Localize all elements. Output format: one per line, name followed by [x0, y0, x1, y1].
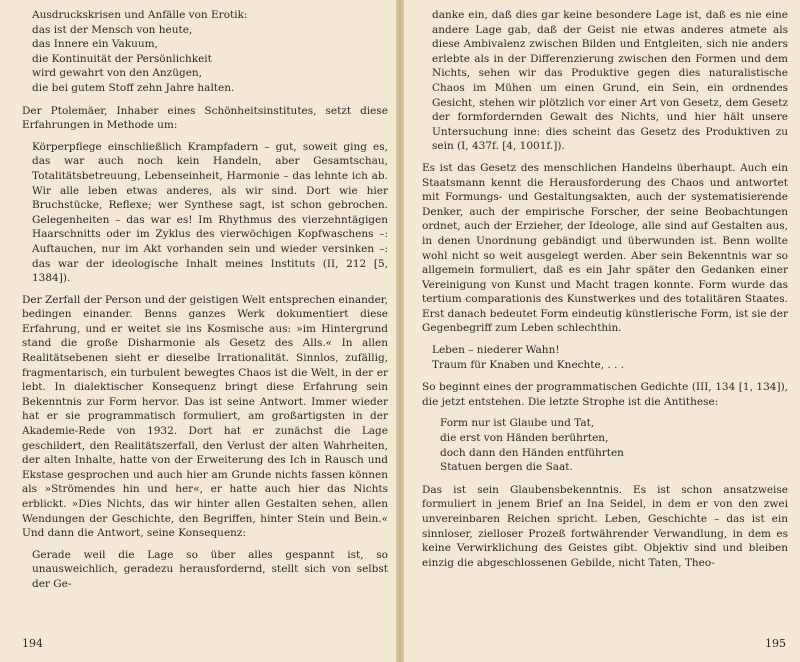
verse-line: die Kontinuität der Persönlichkeit	[32, 52, 212, 65]
paragraph: Der Zerfall der Person und der geistigen Welt entsprechen einander, bedingen einander. Benns ganzes Werk dokumentiert diese Erfahrung, und er weitet sie ins Kosmische aus: »im Hintergrund stand die große Disharmonie als Gesetz des Alls.« In allen Realitätsebenen sieht er dieselbe Irrationalität. Sinnlos, zufällig, fragmentarisch, ein turbulent bewegtes Chaos ist die Welt, in der er lebt. In dialektischer Konsequenz bringt diese Erfahrung sein Bekenntnis zur Form hervor. Das ist seine Antwort. Immer wieder hat er sie programmatisch formuliert, am großartigsten in der Akademie-Rede von 1932. Dort hat er zunächst die Lage geschildert, den Realitätszerfall, den Verlust der alten Wahrheiten, der alten Inhalte, hatte von der Erweiterung des Ich in Rausch und Ekstase gesprochen und auch hier am Grunde nichts fassen können als »Strömendes hin und her«, er hatte auch hier das Nichts erblickt. »Dies Nichts, das wir hinter allen Gestalten sehen, allen Wendungen der Geschichte, den Begriffen, hinter Stein und Bein.« Und dann die Antwort, seine Konsequenz:	[22, 293, 388, 540]
paragraph: Der Ptolemäer, Inhaber eines Schönheitsinstitutes, setzt diese Erfahrungen in Methode um:	[22, 104, 388, 132]
verse-line: die bei gutem Stoff zehn Jahre halten.	[32, 81, 235, 94]
paragraph: Es ist das Gesetz des menschlichen Handelns überhaupt. Auch ein Staatsmann kennt die Herausforderung des Chaos und antwortet mit Formungs- und Gestaltungsakten, auch der systematisierende Denker, auch der empirische Forscher, der seine Beobachtungen ordnet, auch der Erzieher, der Ideologe, alle sind auf Gestalten aus, in denen Unordnung gebändigt und überwunden ist. Benn wollte wohl nicht so weit ausgelegt werden. Aber sein Bekenntnis war so allgemein formuliert, daß es ein Jahr später den Gedanken einer Vereinigung von Kunst und Macht tragen konnte. Form wurde das tertium comparationis des Kunstwerkes und des totalitären Staates. Erst danach bedeutet Form eindeutig künstlerische Form, ist sie der Gegenbegriff zum Leben schlechthin.	[422, 161, 788, 335]
verse-line: Ausdruckskrisen und Anfälle von Erotik:	[32, 9, 248, 21]
verse-line: Statuen bergen die Saat.	[440, 461, 573, 474]
verse-line: Form nur ist Glaube und Tat,	[440, 417, 595, 430]
block-quote: Körperpflege einschließlich Krampfadern – gut, soweit ging es, das war auch noch kein Handeln, aber Gesamtschau, Totalitätsbetreuung, Lebenseinheit, Harmonie – das lehnte ich ab. Wir alle leben etwas anderes, als wir sind. Dort wie hier Bruchstücke, Reflexe; wer Synthese sagt, ist schon gebrochen. Gelegenheiten – das war es! Im Rhythmus des vierzehntägigen Haarschnitts oder im Zyklus des vierwöchigen Kopfwaschens –: Auftauchen, nur im Akt vorhanden sein und wieder versinken –: das war der ideologische Inhalt meines Instituts (II, 212 [5, 1384]).	[32, 140, 388, 285]
verse-line: das ist der Mensch von heute,	[32, 23, 193, 36]
paragraph: Das ist sein Glaubensbekenntnis. Es ist schon ansatzweise formuliert in jenem Brief an Ina Seidel, in dem er von den zwei unvereinbaren Reichen spricht. Leben, Geschichte – das ist ein sinnloser, zielloser Prozeß fortwährender Verwandlung, in dem es keine Verwirklichung des Geistes gibt. Objektiv sind und bleiben einzig die abgeschlossenen Gebilde, nicht Taten, Theo-	[422, 483, 788, 569]
page-number: 194	[22, 637, 43, 650]
block-quote: danke ein, daß dies gar keine besondere Lage ist, daß es nie eine andere Lage gab, daß der Geist nie etwas anderes atmete als diese Ambivalenz zwischen Bilden und Entgleiten, sich nie anders erlebte als in der Differenzierung zwischen den Formen und dem Nichts, sehen wir das Produktive gegen dies naturalistische Chaos im Mühen um einen Grund, ein Sein, ein ordnendes Gesicht, stehen wir plötzlich vor einer Art von Gesetz, dem Gesetz der formfordernden Gewalt des Nichts, und hier hält unsere Untersuchung inne: dies scheint das Gesetz des Produktiven zu sein (I, 437f. [4, 1001f.]).	[432, 9, 788, 153]
left-page	[0, 0, 396, 662]
verse-line: das Innere ein Vakuum,	[32, 38, 158, 51]
verse-line: Traum für Knaben und Knechte, . . .	[432, 358, 625, 371]
poem-stanza	[422, 416, 788, 474]
right-page	[404, 0, 800, 662]
verse-line: Leben – niederer Wahn!	[432, 344, 560, 357]
verse-line: doch dann den Händen entführten	[440, 446, 624, 459]
verse-line: die erst von Händen berührten,	[440, 432, 609, 445]
book-gutter	[396, 0, 404, 662]
paragraph: So beginnt eines der programmatischen Gedichte (III, 134 [1, 134]), die jetzt entstehen. Die letzte Strophe ist die Antithese:	[422, 381, 788, 408]
block-quote: Gerade weil die Lage so über alles gespannt ist, so unausweichlich, geradezu herausfordernd, stellt sich von selbst der Ge-	[32, 548, 388, 590]
poem-excerpt	[422, 343, 788, 372]
verse-line: wird gewahrt von den Anzügen,	[32, 67, 203, 80]
opening-verse	[22, 8, 388, 96]
page-number: 195	[765, 637, 786, 650]
